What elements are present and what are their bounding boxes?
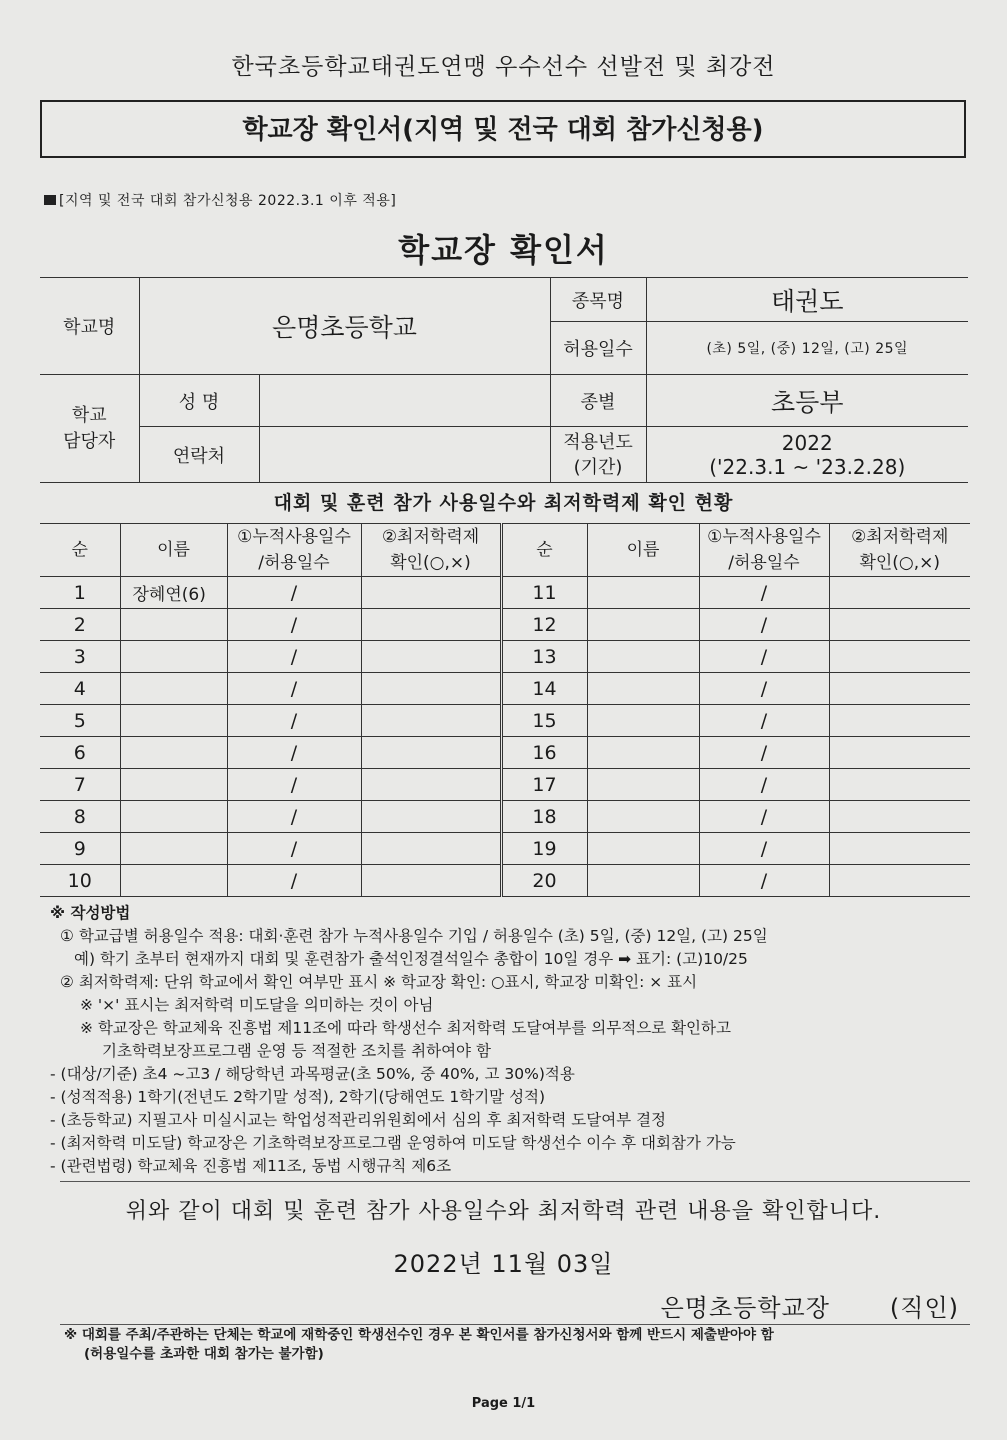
participation-table — [40, 523, 970, 897]
header-no: 순 — [40, 524, 120, 577]
table-row — [40, 865, 970, 897]
row-check — [829, 673, 970, 705]
row-no: 14 — [501, 673, 587, 705]
row-days: / — [699, 833, 829, 865]
header-days: ①누적사용일수 /허용일수 — [227, 524, 361, 577]
row-name — [587, 737, 699, 769]
row-no: 7 — [40, 769, 120, 801]
header-days: ①누적사용일수 /허용일수 — [699, 524, 829, 577]
main-title: 학교장 확인서 — [398, 231, 609, 269]
year-period: ('22.3.1 ~ '23.2.28) — [709, 454, 906, 479]
row-no: 1 — [40, 577, 120, 609]
document-title: 학교장 확인서(지역 및 전국 대회 참가신청용) — [40, 100, 966, 158]
year-value: 2022 — [781, 430, 833, 455]
row-name — [120, 737, 227, 769]
row-no: 6 — [40, 737, 120, 769]
row-days: / — [227, 801, 361, 833]
header-check: ②최저학력제 확인(○,×) — [361, 524, 501, 577]
instruction-line: ※ '×' 표시는 최저학력 미도달을 의미하는 것이 아님 — [80, 996, 434, 1014]
school-name-value: 은명초등학교 — [139, 278, 550, 375]
divider — [60, 1324, 970, 1325]
row-check — [361, 865, 501, 897]
row-name — [587, 865, 699, 897]
row-check — [829, 801, 970, 833]
row-days: / — [227, 737, 361, 769]
instruction-line: - (관련법령) 학교체육 진흥법 제11조, 동법 시행규칙 제6조 — [50, 1157, 452, 1175]
event-label: 종목명 — [550, 278, 646, 322]
row-days: / — [227, 673, 361, 705]
page-number: Page 1/1 — [471, 1396, 536, 1411]
row-name — [587, 641, 699, 673]
application-notice — [44, 190, 396, 210]
row-days: / — [699, 673, 829, 705]
row-days: / — [699, 865, 829, 897]
document-date: 2022년 11월 03일 — [393, 1250, 614, 1278]
row-check — [361, 737, 501, 769]
row-days: / — [699, 641, 829, 673]
instruction-line: - (최저학력 미도달) 학교장은 기초학력보장프로그램 운영하여 미도달 학생선수 이수 후 대회참가 가능 — [50, 1134, 736, 1152]
row-no: 3 — [40, 641, 120, 673]
instruction-line: - (대상/기준) 초4 ~고3 / 해당학년 과목평균(초 50%, 중 40%, 고 30%)적용 — [50, 1065, 575, 1083]
allowed-days-label: 허용일수 — [550, 322, 646, 375]
status-table-title: 대회 및 훈련 참가 사용일수와 최저학력제 확인 현황 — [273, 492, 734, 514]
row-no: 20 — [501, 865, 587, 897]
row-no: 9 — [40, 833, 120, 865]
category-label: 종별 — [550, 375, 646, 427]
row-no: 5 — [40, 705, 120, 737]
row-check — [829, 641, 970, 673]
row-days: / — [699, 705, 829, 737]
row-no: 17 — [501, 769, 587, 801]
table-row — [40, 641, 970, 673]
row-days: / — [699, 769, 829, 801]
official-seal-label: (직인) — [889, 1294, 959, 1322]
row-name — [120, 705, 227, 737]
row-days: / — [227, 833, 361, 865]
notice-text: [지역 및 전국 대회 참가신청용 2022.3.1 이후 적용] — [59, 193, 397, 209]
row-check — [829, 577, 970, 609]
table-row — [40, 801, 970, 833]
table-row — [40, 609, 970, 641]
row-check — [829, 705, 970, 737]
row-name — [587, 801, 699, 833]
confirmation-statement: 위와 같이 대회 및 훈련 참가 사용일수와 최저학력 관련 내용을 확인합니다. — [125, 1199, 882, 1224]
row-name — [587, 705, 699, 737]
row-name — [120, 833, 227, 865]
row-check — [829, 737, 970, 769]
row-days: / — [699, 609, 829, 641]
row-no: 15 — [501, 705, 587, 737]
table-row — [40, 705, 970, 737]
row-name — [587, 609, 699, 641]
footnote-line: (허용일수를 초과한 대회 참가는 불가함) — [84, 1346, 324, 1362]
year-label: 적용년도 (기간) — [550, 427, 646, 483]
category-value: 초등부 — [646, 375, 968, 427]
row-name — [120, 609, 227, 641]
row-no: 18 — [501, 801, 587, 833]
school-info-table — [40, 277, 968, 483]
row-days: / — [227, 769, 361, 801]
instruction-line: ① 학교급별 허용일수 적용: 대회·훈련 참가 누적사용일수 기입 / 허용일수 (초) 5일, (중) 12일, (고) 25일 — [60, 927, 768, 945]
instructions-heading: ※ 작성방법 — [50, 904, 131, 922]
row-check — [361, 769, 501, 801]
manager-name-value — [259, 375, 550, 427]
instructions — [50, 902, 970, 1178]
event-value: 태권도 — [646, 278, 968, 322]
row-name — [120, 769, 227, 801]
row-no: 13 — [501, 641, 587, 673]
row-name — [120, 673, 227, 705]
row-check — [361, 673, 501, 705]
row-name — [587, 577, 699, 609]
footnote-line: ※ 대회를 주최/주관하는 단체는 학교에 재학중인 학생선수인 경우 본 확인서를 참가신청서와 함께 반드시 제출받아야 함 — [64, 1327, 774, 1343]
divider — [60, 1181, 970, 1182]
row-check — [829, 769, 970, 801]
row-check — [361, 801, 501, 833]
square-bullet-icon — [44, 195, 56, 205]
instruction-line: ※ 학교장은 학교체육 진흥법 제11조에 따라 학생선수 최저학력 도달여부를 의무적으로 확인하고 — [80, 1019, 731, 1037]
row-days: / — [699, 577, 829, 609]
organization-header: 한국초등학교태권도연맹 우수선수 선발전 및 최강전 — [231, 54, 776, 80]
instruction-line: 예) 학기 초부터 현재까지 대회 및 훈련참가 출석인정결석일수 총합이 10일 경우 ➡ 표기: (고)10/25 — [74, 950, 748, 968]
row-check — [829, 609, 970, 641]
row-no: 12 — [501, 609, 587, 641]
row-no: 16 — [501, 737, 587, 769]
allowed-days-value: (초) 5일, (중) 12일, (고) 25일 — [646, 322, 968, 375]
row-check — [361, 705, 501, 737]
signature-line — [661, 1288, 959, 1323]
row-days: / — [227, 577, 361, 609]
row-days: / — [699, 737, 829, 769]
row-days: / — [227, 705, 361, 737]
manager-name-label: 성 명 — [139, 375, 259, 427]
row-name — [587, 769, 699, 801]
row-check — [361, 609, 501, 641]
header-check: ②최저학력제 확인(○,×) — [829, 524, 970, 577]
instruction-line: - (성적적용) 1학기(전년도 2학기말 성적), 2학기(당해연도 1학기말 성적) — [50, 1088, 546, 1106]
table-row — [40, 769, 970, 801]
row-days: / — [227, 609, 361, 641]
row-no: 8 — [40, 801, 120, 833]
row-name: 장혜연(6) — [120, 577, 227, 609]
manager-label: 학교 담당자 — [40, 375, 139, 483]
table-row — [40, 673, 970, 705]
row-check — [361, 577, 501, 609]
table-row — [40, 833, 970, 865]
row-check — [361, 833, 501, 865]
row-no: 2 — [40, 609, 120, 641]
row-check — [829, 833, 970, 865]
row-days: / — [699, 801, 829, 833]
row-no: 19 — [501, 833, 587, 865]
header-name: 이름 — [587, 524, 699, 577]
contact-label: 연락처 — [139, 427, 259, 483]
table-row — [40, 577, 970, 609]
instruction-line: - (초등학교) 지필고사 미실시교는 학업성적관리위원회에서 심의 후 최저학력 도달여부 결정 — [50, 1111, 667, 1129]
row-name — [587, 833, 699, 865]
row-name — [120, 801, 227, 833]
row-days: / — [227, 865, 361, 897]
instruction-line: 기초학력보장프로그램 운영 등 적절한 조치를 취하여야 함 — [102, 1042, 491, 1060]
row-check — [829, 865, 970, 897]
school-name-label: 학교명 — [40, 278, 139, 375]
instruction-line: ② 최저학력제: 단위 학교에서 확인 여부만 표시 ※ 학교장 확인: ○표시, 학교장 미확인: × 표시 — [60, 973, 698, 991]
signer-name: 은명초등학교장 — [660, 1294, 830, 1322]
contact-value — [259, 427, 550, 483]
row-days: / — [227, 641, 361, 673]
row-name — [587, 673, 699, 705]
table-row — [40, 737, 970, 769]
row-name — [120, 865, 227, 897]
row-check — [361, 641, 501, 673]
row-no: 10 — [40, 865, 120, 897]
year-cell — [646, 427, 968, 483]
footnote — [64, 1326, 774, 1364]
row-no: 4 — [40, 673, 120, 705]
row-no: 11 — [501, 577, 587, 609]
header-no: 순 — [501, 524, 587, 577]
row-name — [120, 641, 227, 673]
header-name: 이름 — [120, 524, 227, 577]
